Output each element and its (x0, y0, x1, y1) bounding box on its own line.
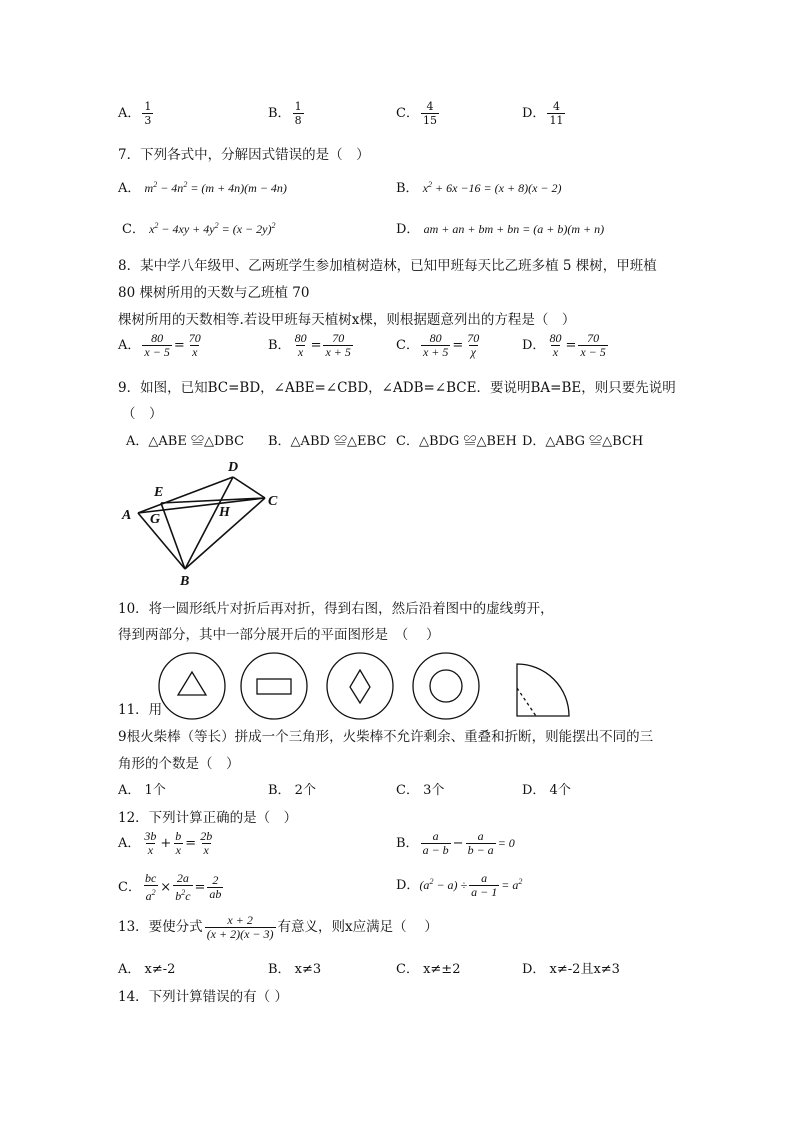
q13-stem: 13．要使分式 $\frac{x + 2}{(x + 2)(x - 3)}$ 有意义，则x应满足（ ） (118, 913, 438, 941)
q9-option-c: C．△BDG ≌△BEH (396, 434, 517, 449)
q11-option-a: A． 1个 (118, 783, 166, 798)
q11-option-d: D． 4个 (522, 783, 571, 798)
label-d: D (228, 460, 239, 475)
q8-stem-line1: 8．某中学八年级甲、乙两班学生参加植树造林，已知甲班每天比乙班多植 5 棵树，甲班植 (118, 258, 657, 274)
q10-stem-line1: 10．将一圆形纸片对折后再对折，得到右图，然后沿着图中的虚线剪开， (118, 601, 554, 617)
q7-option-a: A． $m^2 - 4n^2 = (m + 4n)(m - 4n)$ (118, 180, 287, 196)
label-h: H (219, 505, 230, 520)
q6-option-c: C． $\frac{4}{15}$ (396, 100, 437, 127)
q11-stem-line2: 9根火柴棒（等长）拼成一个三角形，火柴棒不允许剩余、重叠和折断，则能摆出不同的三 (118, 729, 654, 745)
q7-stem: 7．下列各式中，分解因式错误的是（ ） (118, 147, 370, 163)
q7-option-b: B． $x^2 + 6x -16 = (x + 8)(x - 2)$ (396, 180, 562, 196)
circle-with-rhombus (327, 653, 393, 719)
q13-fraction-denominator: (x + 2)(x − 3) (206, 927, 274, 941)
q12-option-b: B． $\frac{a}{a - b}$ − $\frac{a}{b - a}$ = 0 (396, 829, 515, 857)
q9-option-b: B．△ABD ≌△EBC (268, 434, 387, 449)
q13-option-b: B． x≠3 (268, 962, 322, 977)
q11-stem-line1: 11．用 (118, 702, 163, 718)
q14-stem: 14．下列计算错误的有（ ） (118, 989, 288, 1005)
q8-option-c: C． $\frac{80}{x + 5}$ = $\frac{70}{\chi}$ (396, 331, 480, 359)
q6-option-d: D． $\frac{4}{11}$ (522, 100, 564, 127)
q9-stem-line1: 9．如图，已知BC=BD，∠ABE=∠CBD，∠ADB=∠BCE．要说明BA=BE，则只要先说明 (118, 380, 676, 396)
q12-option-a: A． $\frac{3b}{x}$ + $\frac{b}{x}$ = $\frac{2b}{x}$ (118, 829, 213, 857)
q13-fraction-numerator: x + 2 (227, 913, 253, 927)
q9-option-a: A．△ABE ≌△DBC (126, 434, 245, 449)
q7-option-d: D． am + an + bm + bn = (a + b)(m + n) (396, 222, 605, 237)
q12-option-d: D．$(a^2 - a)$ ÷ $\frac{a}{a - 1}$ = $a^2$ (396, 871, 523, 899)
q11-option-b: B． 2个 (268, 783, 316, 798)
segment-eb (161, 503, 185, 569)
label-a: A (122, 508, 132, 523)
segment-db (185, 477, 233, 569)
q10-stem-line2: 得到两部分，其中一部分展开后的平面图形是 （ ） (118, 627, 440, 643)
label-b: B (180, 574, 190, 589)
q7-option-c: C． $x^2 - 4xy + 4y^2 = (x - 2y)^2$ (122, 221, 276, 237)
q13-option-a: A． x≠-2 (118, 962, 176, 977)
segment-ab (138, 513, 185, 569)
circle-with-circle (413, 653, 479, 719)
segment-dc (233, 477, 265, 498)
q13-option-d: D． x≠-2且x≠3 (522, 962, 620, 977)
q11-stem-line3: 角形的个数是（ ） (118, 756, 240, 772)
q6-option-b: B． $\frac{1}{8}$ (268, 100, 302, 127)
q12-option-c: C． $\frac{bc}{a^2}$ × $\frac{2a}{b^2c}$ = $\frac{2}{ab}$ (118, 871, 222, 903)
q11-option-c: C． 3个 (396, 783, 445, 798)
q8-stem-line2: 80 棵树所用的天数与乙班植 70 (118, 285, 310, 301)
q9-stem-line2: （ ） (122, 406, 163, 422)
q9-option-d: D．△ABG ≌△BCH (522, 434, 644, 449)
q8-option-b: B． $\frac{80}{x}$ = $\frac{70}{x + 5}$ (268, 331, 351, 359)
label-c: C (268, 494, 278, 509)
q6-option-a: A． $\frac{1}{3}$ (118, 100, 152, 127)
q12-stem: 12．下列计算正确的是（ ） (118, 810, 298, 826)
q8-stem-line3: 棵树所用的天数相等.若设甲班每天植树x棵，则根据题意列出的方程是（ ） (118, 312, 576, 328)
circle-with-rectangle (241, 653, 307, 719)
label-e: E (154, 485, 164, 500)
label-g: G (150, 512, 161, 527)
q10-figures (150, 650, 580, 725)
q13-option-c: C． x≠±2 (396, 962, 461, 977)
q8-option-a: A． $\frac{80}{x - 5}$ = $\frac{70}{x}$ (118, 331, 201, 359)
circle-with-triangle (159, 653, 225, 719)
folded-quarter-circle (517, 664, 569, 716)
q8-option-d: D． $\frac{80}{x}$ = $\frac{70}{x - 5}$ (522, 331, 606, 359)
q9-geometry-figure (118, 455, 288, 590)
